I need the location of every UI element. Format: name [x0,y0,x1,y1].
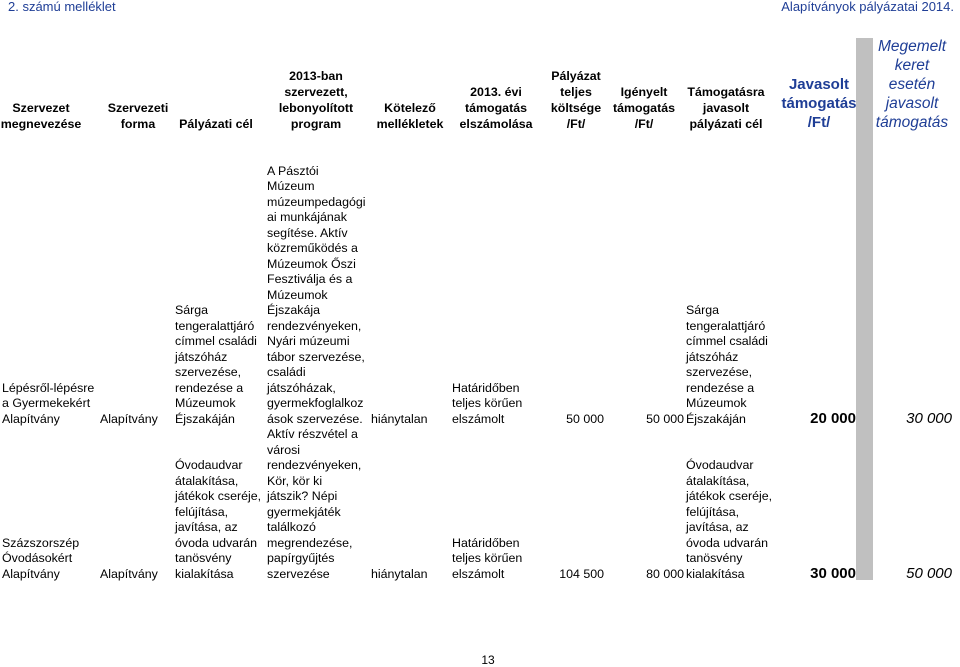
column-header-line: Pályázat [551,69,601,83]
attachments-cell-line: hiánytalan [371,566,428,581]
goal-cell-line: szervezése, [175,365,242,379]
supported-goal-cell-line: játékok cseréje, [686,489,773,503]
goal-cell-line: kialakítása [175,566,234,581]
program-cell-line: Múzeum [267,179,315,193]
program-cell-line: ások szervezése. [267,411,363,426]
org-name-cell [2,536,79,583]
column-header-line: szervezett, [284,85,348,99]
column-header-line: 2013. évi [470,85,522,99]
program-cell [267,427,361,582]
supported-goal-cell-line: rendezése a [686,380,755,395]
column-header-line: /Ft/ [566,117,586,131]
proposed-amount-cell: 20 000 [810,410,856,427]
supported-goal-cell-line: Éjszakáján [686,411,746,426]
column-header-line: program [290,117,342,131]
supported-goal-cell-line: átalakítása, [686,473,750,488]
program-cell-line: városi [267,442,301,457]
column-header-line: 2013-ban [289,69,343,83]
column-header-line: támogatás [781,95,857,112]
raised-amount-cell: 30 000 [906,410,952,427]
supported-goal-cell-line: címmel családi [686,334,768,348]
supported-goal-cell-line: óvoda udvarán [686,535,768,550]
column-header-line: keret [894,57,930,74]
program-cell-line: gyermekfoglalkoz [267,396,364,410]
column-header-program-2013 [266,40,366,132]
supported-goal-cell [686,458,772,582]
goal-cell-line: felújítása, [175,504,229,519]
org-form-cell-line: Alapítvány [100,411,158,426]
column-header-line: forma [120,117,156,131]
column-header-proposed-amount [772,40,866,132]
column-header-line: teljes [560,85,592,99]
goal-cell-line: Óvodaudvar [175,458,243,472]
requested-amount-cell: 50 000 [646,411,684,426]
column-header-line: /Ft/ [807,114,831,131]
column-header-line: költsége [550,101,602,115]
column-header-line: /Ft/ [634,117,654,131]
column-header-supported-goal [676,40,776,132]
column-header-line: támogatás [465,101,527,115]
proposed-amount-cell: 30 000 [810,565,856,582]
column-header-requested-amount [604,40,684,132]
program-cell-line: papírgyűjtés [267,551,335,565]
goal-cell-line: rendezése a [175,380,244,395]
program-cell-line: ai munkájának [267,210,347,224]
goal-cell-line: óvoda udvarán [175,535,257,550]
column-header-line: Szervezeti [107,101,169,115]
org-form-cell [100,412,158,428]
attachments-cell [371,567,428,583]
settlement-cell-line: Határidőben [452,380,520,395]
settlement-cell-line: elszámolt [452,411,505,426]
program-cell-line: múzeumpedagógi [267,194,366,209]
program-cell-line: segítése. Aktív [267,225,348,240]
annex-label: 2. számú melléklet [8,0,116,14]
settlement-cell-line: teljes körűen [452,396,523,410]
goal-cell-line: javítása, az [175,520,238,534]
supported-goal-cell-line: szervezése, [686,365,753,379]
supported-goal-cell-line: kialakítása [686,566,745,581]
goal-cell-line: Sárga [175,303,209,317]
column-header-line: Megemelt [877,38,947,55]
goal-cell-line: tengeralattjáró [175,318,255,333]
program-cell-line: játszóházak, [267,380,336,395]
page-number: 13 [481,653,495,667]
column-header-attachments [368,40,452,132]
program-cell-line: játszik? Népi [267,489,338,503]
column-header-line: pályázati cél [689,117,763,131]
program-cell-line: szervezése [267,566,330,581]
total-cost-cell: 50 000 [566,411,604,426]
program-cell-line: Éjszakája [267,303,321,317]
program-cell-line: megrendezése, [267,535,353,550]
column-header-raised-amount [866,40,958,132]
goal-cell-line: átalakítása, [175,473,239,488]
column-header-line: megnevezése [0,117,82,131]
program-cell-line: közreműködés a [267,241,358,255]
program-cell-line: Kör, kör ki [267,473,323,488]
attachments-cell-line: hiánytalan [371,411,428,426]
column-header-line: esetén [888,76,936,93]
goal-cell-line: címmel családi [175,334,257,348]
program-cell-line: A Pásztói [267,163,319,178]
settlement-cell-line: Határidőben [452,535,520,550]
program-cell-line: rendezvényeken, [267,318,362,333]
goal-cell [175,458,261,582]
program-cell-line: Múzeumok Őszi [267,256,356,271]
supported-goal-cell-line: tengeralattjáró [686,318,766,333]
goal-cell [175,303,257,427]
raised-amount-cell: 50 000 [906,565,952,582]
supported-goal-cell-line: Óvodaudvar [686,458,754,472]
settlement-cell [452,381,522,428]
supported-goal-cell-line: játszóház [686,349,739,364]
settlement-cell [452,536,522,583]
goal-cell-line: Múzeumok [175,396,236,410]
column-header-total-cost [540,40,612,132]
org-name-cell-line: Alapítvány [2,566,60,581]
total-cost-cell: 104 500 [559,566,604,581]
supported-goal-cell-line: Múzeumok [686,396,747,410]
column-header-line: támogatás [613,101,675,115]
requested-amount-cell: 80 000 [646,566,684,581]
column-header-settlement-2013 [446,40,546,132]
supported-goal-cell-line: tanösvény [686,551,743,565]
attachments-cell [371,412,428,428]
org-name-cell [2,381,94,428]
org-form-cell-line: Alapítvány [100,566,158,581]
program-cell-line: Múzeumok [267,287,328,302]
supported-goal-cell-line: felújítása, [686,504,740,519]
supported-goal-cell [686,303,768,427]
column-header-line: mellékletek [376,117,444,131]
program-cell-line: rendezvényeken, [267,458,362,472]
column-header-line: támogatás [875,114,949,131]
column-header-line: javasolt [885,95,939,112]
column-header-line: Szervezet [12,101,70,115]
program-cell-line: gyermekjáték [267,504,341,519]
document-title: Alapítványok pályázatai 2014. [781,0,954,14]
program-cell-line: Aktív részvétel a [267,427,358,441]
program-cell-line: tábor szervezése, [267,349,365,364]
column-header-line: elszámolása [459,117,533,131]
supported-goal-cell-line: javítása, az [686,520,749,534]
column-header-line: Igényelt [620,85,668,99]
goal-cell-line: játszóház [175,349,228,364]
supported-goal-cell-line: Sárga [686,303,720,317]
column-header-line: Támogatásra [687,85,765,99]
column-header-line: Kötelező [384,101,436,115]
column-header-line: Javasolt [788,76,850,93]
org-form-cell [100,567,158,583]
org-name-cell-line: Lépésről-lépésre [2,380,95,395]
program-cell-line: Nyári múzeumi [267,334,350,348]
org-name-cell-line: Százszorszép [2,535,80,550]
page-header [0,0,960,14]
org-name-cell-line: a Gyermekekért [2,396,91,410]
program-cell-line: családi [267,365,306,379]
column-header-line: lebonyolított [278,101,354,115]
goal-cell-line: tanösvény [175,551,232,565]
goal-cell-line: Éjszakáján [175,411,235,426]
goal-cell-line: játékok cseréje, [175,489,262,503]
column-header-line: Pályázati cél [179,117,253,131]
column-header-goal [166,40,266,132]
column-header-org-name [0,40,82,132]
program-cell [267,164,366,428]
settlement-cell-line: teljes körűen [452,551,523,565]
settlement-cell-line: elszámolt [452,566,505,581]
org-name-cell-line: Alapítvány [2,411,60,426]
org-name-cell-line: Óvodásokért [2,551,73,565]
program-cell-line: Fesztiválja és a [267,272,353,286]
program-cell-line: találkozó [267,520,316,534]
column-header-line: javasolt [702,101,750,115]
